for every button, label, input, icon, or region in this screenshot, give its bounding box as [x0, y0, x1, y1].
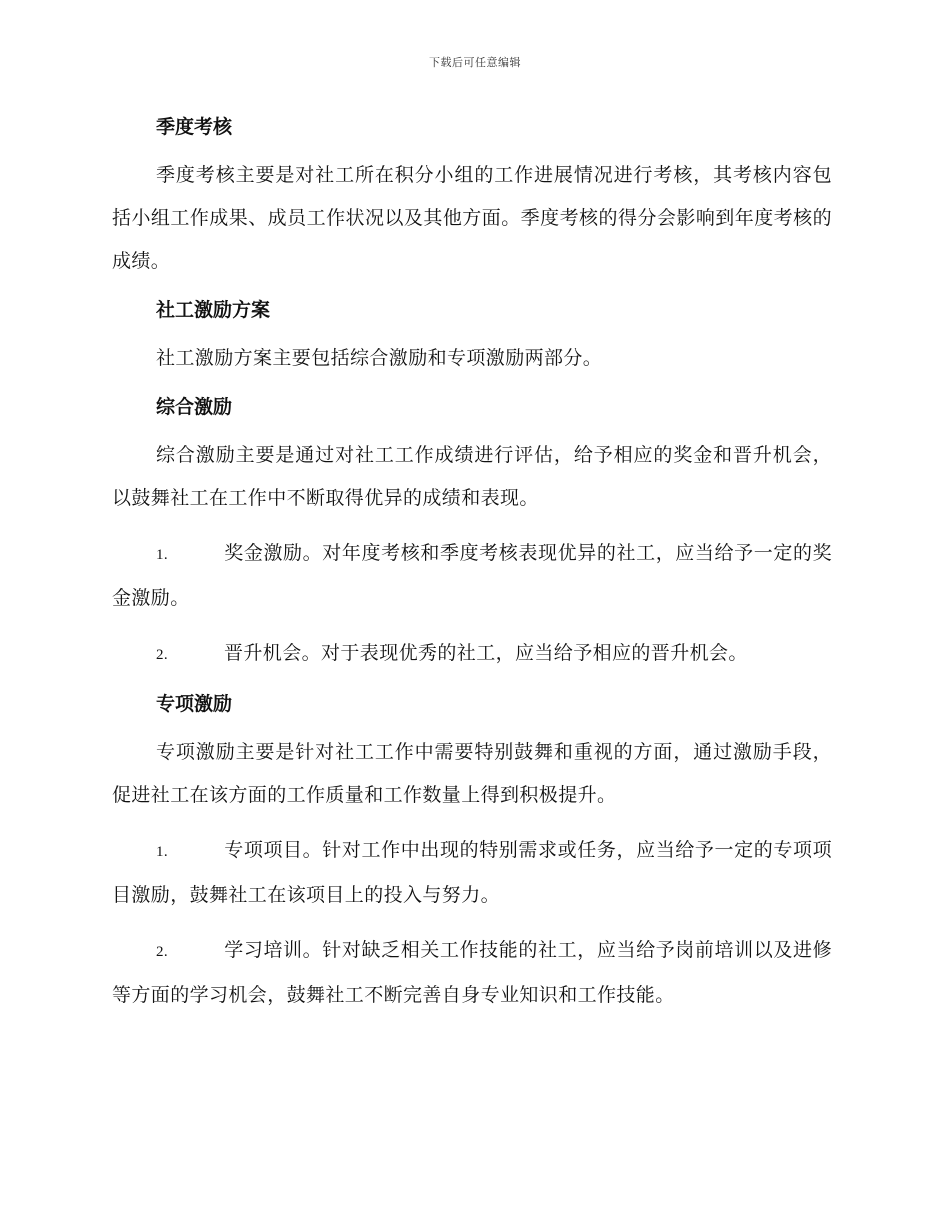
paragraph-incentive-plan: 社工激励方案主要包括综合激励和专项激励两部分。	[156, 347, 603, 369]
list-number: 2.	[156, 944, 169, 960]
list-item-text: 晋升机会。对于表现优秀的社工，应当给予相应的晋升机会。	[224, 642, 748, 664]
heading-special-incentive: 专项激励	[156, 693, 233, 715]
list-number: 1.	[156, 844, 169, 860]
heading-quarterly-review: 季度考核	[156, 116, 233, 138]
header-note: 下载后可任意编辑	[429, 56, 521, 69]
list-number: 1.	[156, 547, 169, 563]
paragraph-quarterly-review: 季度考核主要是对社工所在积分小组的工作进展情况进行考核，其考核内容包括小组工作成果、成员工作状况以及其他方面。季度考核的得分会影响到年度考核的成绩。	[112, 164, 832, 272]
heading-incentive-plan: 社工激励方案	[156, 299, 271, 321]
list-item-text: 学习培训。针对缺乏相关工作技能的社工，应当给予岗前培训以及进修等方面的学习机会，鼓舞社工不断完善自身专业知识和工作技能。	[112, 939, 832, 1006]
list-item	[112, 532, 832, 620]
heading-comprehensive-incentive: 综合激励	[156, 396, 233, 418]
list-item-text: 奖金激励。对年度考核和季度考核表现优异的社工，应当给予一定的奖金激励。	[112, 542, 832, 609]
paragraph-comprehensive-incentive: 综合激励主要是通过对社工工作成绩进行评估，给予相应的奖金和晋升机会，以鼓舞社工在工作中不断取得优异的成绩和表现。	[112, 444, 832, 509]
list-number: 2.	[156, 647, 169, 663]
list-item	[112, 929, 832, 1017]
document-body	[112, 112, 832, 1017]
paragraph-special-incentive: 专项激励主要是针对社工工作中需要特别鼓舞和重视的方面，通过激励手段，促进社工在该方面的工作质量和工作数量上得到积极提升。	[112, 741, 832, 806]
list-item	[112, 632, 832, 677]
list-item	[112, 829, 832, 917]
list-item-text: 专项项目。针对工作中出现的特别需求或任务，应当给予一定的专项项目激励，鼓舞社工在该项目上的投入与努力。	[112, 839, 832, 906]
